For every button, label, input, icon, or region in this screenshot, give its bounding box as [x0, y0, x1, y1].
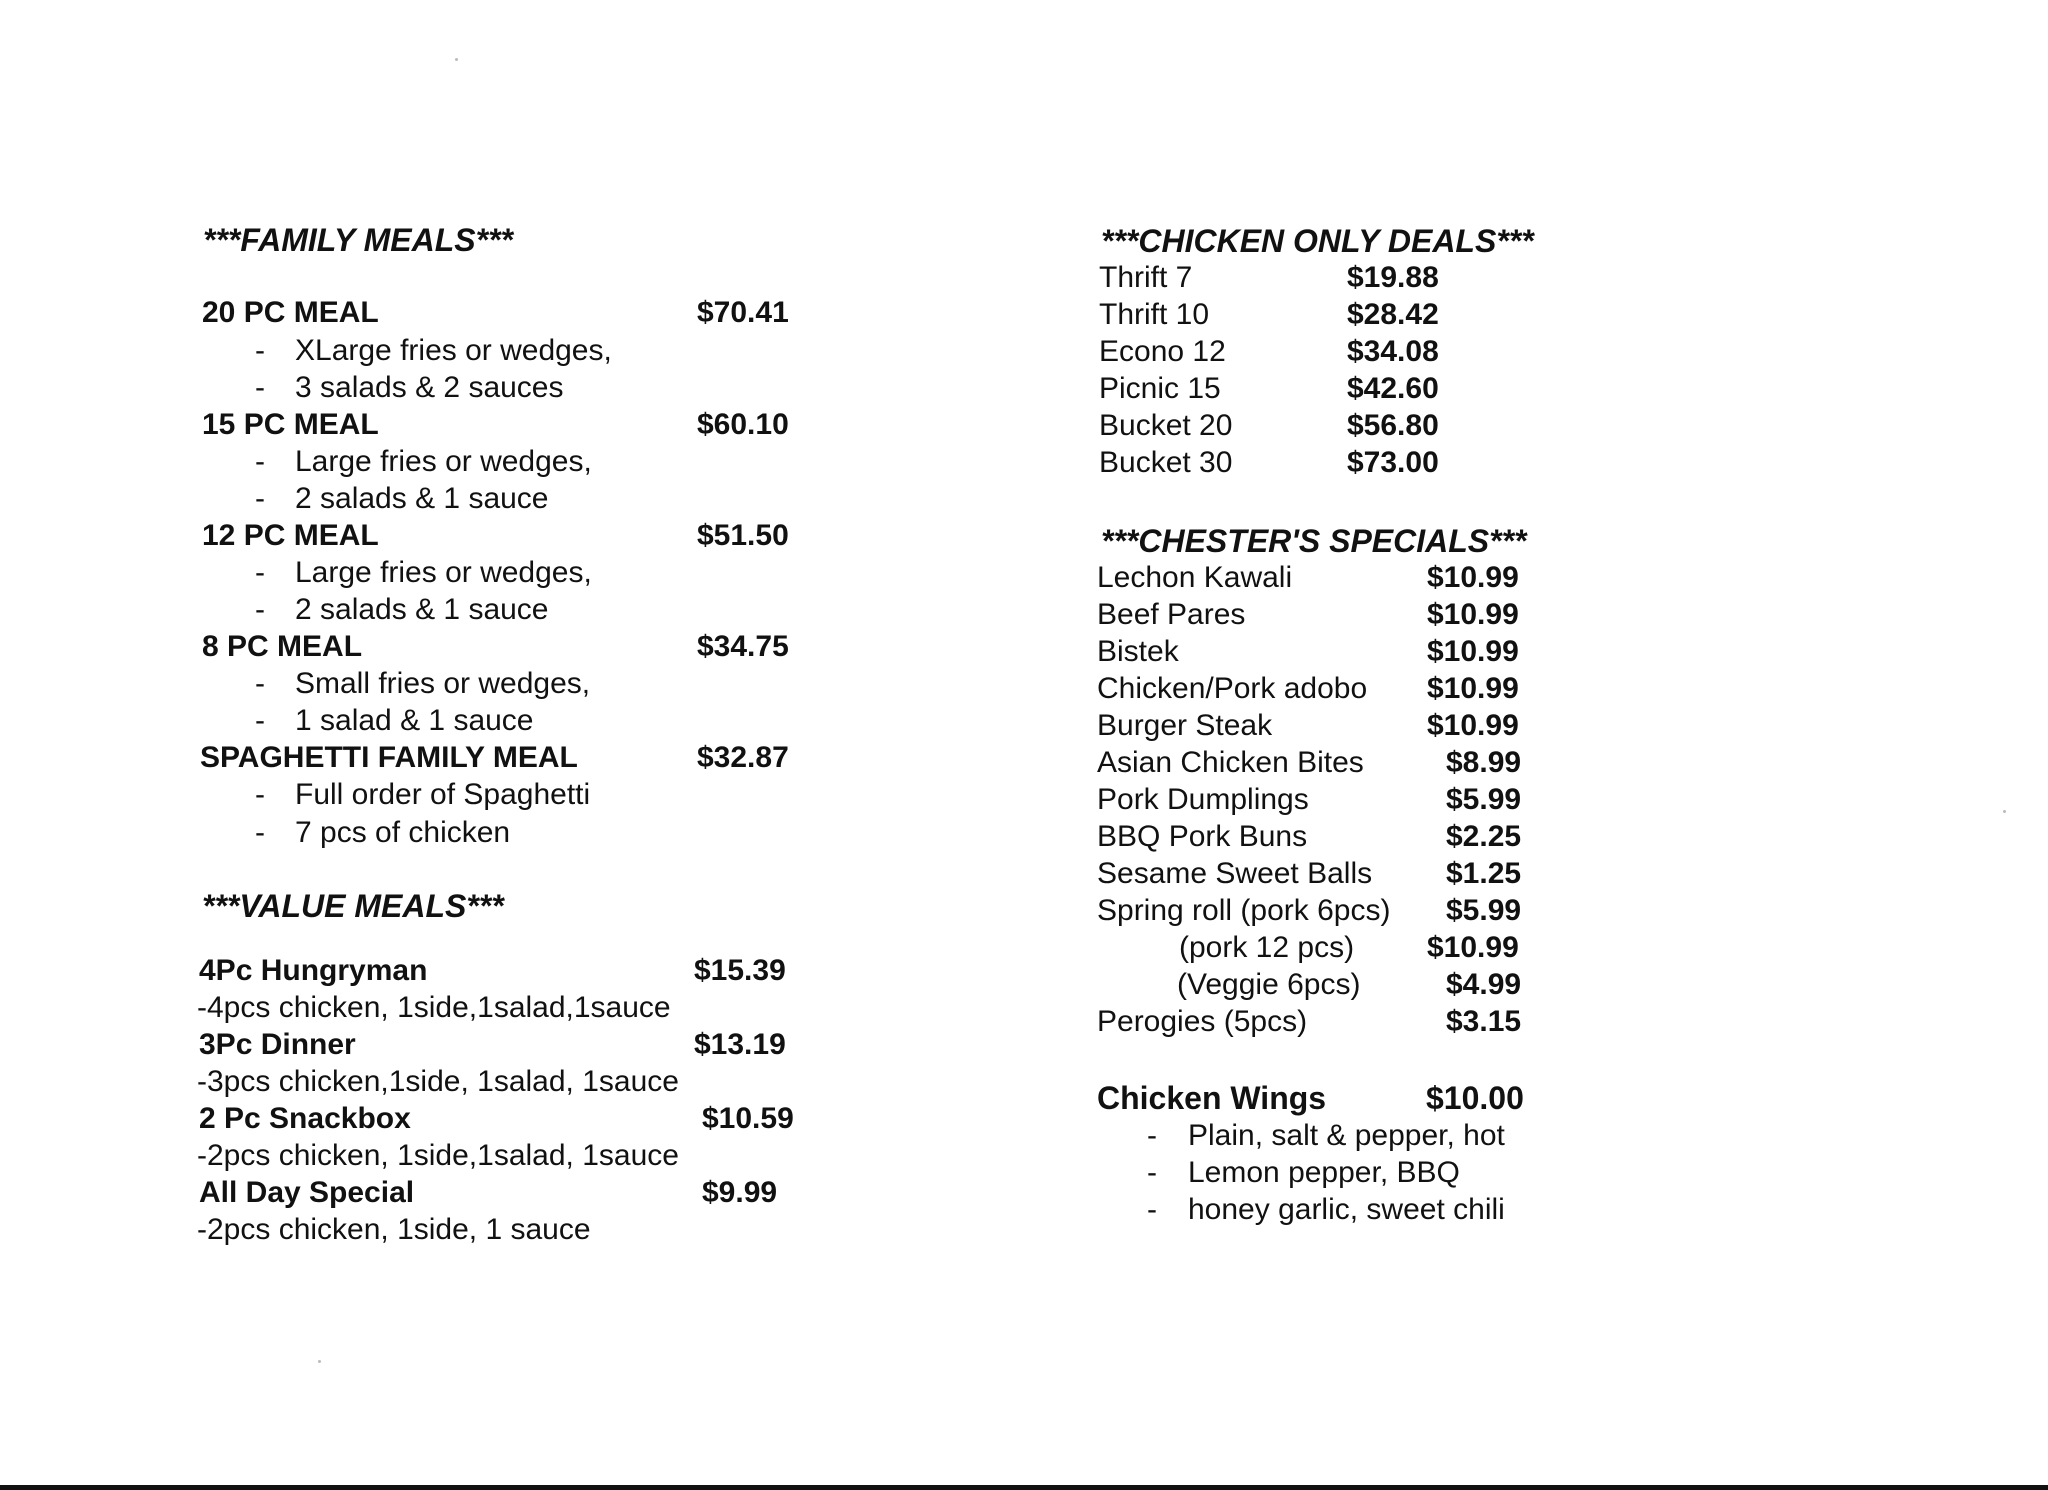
chicken-deal-name: Picnic 15 [1099, 372, 1221, 405]
value-item-name: 3Pc Dinner [199, 1028, 356, 1061]
family-item-price: $60.10 [697, 408, 789, 441]
family-item-detail: Large fries or wedges, [295, 556, 592, 589]
chicken-deal-price: $56.80 [1347, 409, 1439, 442]
detail-dash: - [1147, 1193, 1157, 1226]
family-item-name: 20 PC MEAL [202, 296, 379, 329]
special-name: Beef Pares [1097, 598, 1246, 631]
family-item-detail: 1 salad & 1 sauce [295, 704, 534, 737]
detail-dash: - [255, 482, 265, 515]
scan-speck [318, 1360, 321, 1363]
detail-dash: - [255, 778, 265, 811]
chicken-deal-name: Thrift 10 [1099, 298, 1210, 331]
chicken-deal-price: $19.88 [1347, 261, 1439, 294]
value-item-price: $15.39 [694, 954, 786, 987]
value-item-detail: -2pcs chicken, 1side, 1 sauce [197, 1213, 591, 1246]
special-name: BBQ Pork Buns [1097, 820, 1308, 853]
chicken-wings-name: Chicken Wings [1097, 1080, 1327, 1116]
special-name: Bistek [1097, 635, 1179, 668]
chicken-deal-name: Bucket 20 [1099, 409, 1233, 442]
family-item-price: $32.87 [697, 741, 789, 774]
special-price: $10.99 [1427, 672, 1519, 705]
family-item-price: $51.50 [697, 519, 789, 552]
detail-dash: - [255, 816, 265, 849]
family-item-name: 12 PC MEAL [202, 519, 379, 552]
family-item-detail: 2 salads & 1 sauce [295, 482, 549, 515]
detail-dash: - [255, 371, 265, 404]
special-name: Asian Chicken Bites [1097, 746, 1364, 779]
special-name: (Veggie 6pcs) [1177, 968, 1361, 1001]
detail-dash: - [255, 334, 265, 367]
detail-dash: - [255, 667, 265, 700]
chicken-deal-price: $34.08 [1347, 335, 1439, 368]
value-meals-heading: ***VALUE MEALS*** [202, 888, 504, 924]
chicken-deal-name: Bucket 30 [1099, 446, 1233, 479]
special-price: $4.99 [1446, 968, 1522, 1001]
family-item-name: SPAGHETTI FAMILY MEAL [200, 741, 578, 774]
special-price: $10.99 [1427, 561, 1519, 594]
value-item-name: 2 Pc Snackbox [199, 1102, 411, 1135]
family-item-detail: Large fries or wedges, [295, 445, 592, 478]
special-price: $1.25 [1446, 857, 1522, 890]
detail-dash: - [1147, 1119, 1157, 1152]
special-price: $3.15 [1446, 1005, 1522, 1038]
value-item-detail: -2pcs chicken, 1side,1salad, 1sauce [197, 1139, 679, 1172]
value-item-price: $13.19 [694, 1028, 786, 1061]
special-name: Lechon Kawali [1097, 561, 1293, 594]
special-price: $5.99 [1446, 894, 1522, 927]
value-item-detail: -4pcs chicken, 1side,1salad,1sauce [197, 991, 671, 1024]
family-item-detail: 2 salads & 1 sauce [295, 593, 549, 626]
special-name: (pork 12 pcs) [1179, 931, 1355, 964]
special-price: $10.99 [1427, 598, 1519, 631]
special-name: Perogies (5pcs) [1097, 1005, 1308, 1038]
family-item-detail: XLarge fries or wedges, [295, 334, 612, 367]
chicken-deal-name: Econo 12 [1099, 335, 1226, 368]
family-item-detail: Small fries or wedges, [295, 667, 591, 700]
chicken-deal-price: $73.00 [1347, 446, 1439, 479]
chicken-only-heading: ***CHICKEN ONLY DEALS*** [1101, 223, 1534, 259]
value-item-price: $9.99 [702, 1176, 778, 1209]
wings-detail: Lemon pepper, BBQ [1188, 1156, 1460, 1189]
value-item-detail: -3pcs chicken,1side, 1salad, 1sauce [197, 1065, 679, 1098]
special-price: $10.99 [1427, 931, 1519, 964]
special-name: Chicken/Pork adobo [1097, 672, 1368, 705]
special-price: $10.99 [1427, 709, 1519, 742]
family-item-detail: 7 pcs of chicken [295, 816, 511, 849]
special-price: $10.99 [1427, 635, 1519, 668]
family-item-detail: 3 salads & 2 sauces [295, 371, 564, 404]
scan-speck [455, 58, 458, 61]
chicken-deal-price: $28.42 [1347, 298, 1439, 331]
bottom-edge-line [0, 1485, 2048, 1490]
chicken-deal-price: $42.60 [1347, 372, 1439, 405]
family-item-price: $70.41 [697, 296, 789, 329]
special-name: Pork Dumplings [1097, 783, 1309, 816]
special-name: Sesame Sweet Balls [1097, 857, 1373, 890]
wings-detail: Plain, salt & pepper, hot [1188, 1119, 1505, 1152]
wings-detail: honey garlic, sweet chili [1188, 1193, 1505, 1226]
special-price: $5.99 [1446, 783, 1522, 816]
special-price: $8.99 [1446, 746, 1522, 779]
chicken-wings-price: $10.00 [1426, 1080, 1524, 1116]
family-item-detail: Full order of Spaghetti [295, 778, 591, 811]
family-item-name: 8 PC MEAL [202, 630, 363, 663]
special-name: Burger Steak [1097, 709, 1273, 742]
family-item-price: $34.75 [697, 630, 789, 663]
detail-dash: - [255, 445, 265, 478]
value-item-price: $10.59 [702, 1102, 794, 1135]
detail-dash: - [1147, 1156, 1157, 1189]
detail-dash: - [255, 704, 265, 737]
detail-dash: - [255, 593, 265, 626]
chicken-deal-name: Thrift 7 [1099, 261, 1193, 294]
specials-heading: ***CHESTER'S SPECIALS*** [1101, 523, 1527, 559]
detail-dash: - [255, 556, 265, 589]
family-meals-heading: ***FAMILY MEALS*** [203, 222, 513, 258]
family-item-name: 15 PC MEAL [202, 408, 379, 441]
special-name: Spring roll (pork 6pcs) [1097, 894, 1391, 927]
value-item-name: 4Pc Hungryman [199, 954, 428, 987]
special-price: $2.25 [1446, 820, 1522, 853]
scan-speck [2003, 810, 2006, 813]
value-item-name: All Day Special [199, 1176, 415, 1209]
